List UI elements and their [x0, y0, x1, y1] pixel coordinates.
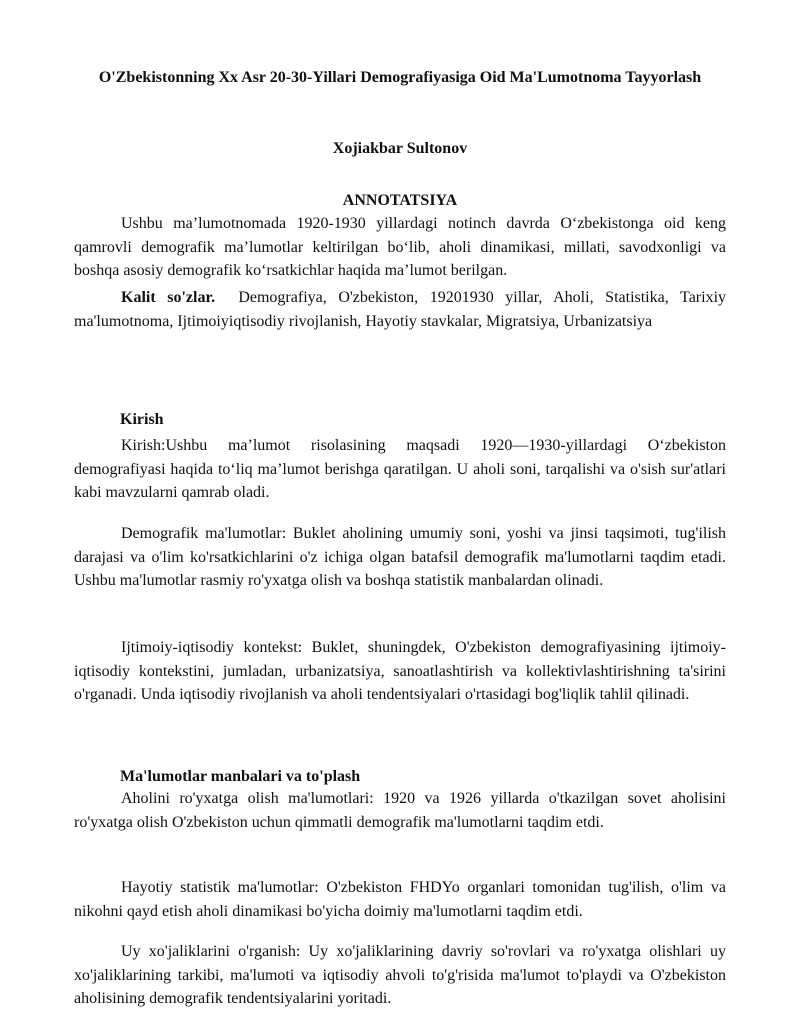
kirish-paragraph-intro: Kirish:Ushbu ma’lumot risolasining maqsadi 1920—1930-yillardagi O‘zbekiston demografiyasi haqida to‘liq ma’lumot berishga qaratilgan. U aholi soni, tarqalishi va o'sish sur'atlari kabi mavzularni qamrab oladi. — [74, 437, 726, 501]
sources-paragraph-census: Aholini ro'yxatga olish ma'lumotlari: 1920 va 1926 yillarda o'tkazilgan sovet aholisini ro'yxatga olish O'zbekiston uchun qimmatli demografik ma'lumotlarni taqdim etdi. — [74, 790, 726, 831]
sources-paragraph-household-surveys: Uy xo'jaliklarini o'rganish: Uy xo'jaliklarining davriy so'rovlari va ro'yxatga olishlari uy xo'jaliklarining tarkibi, ma'lumoti va iqtisodiy ahvoli to'g'risida ma'lumot to'playdi va O'zbekiston aholisining demografik tendentsiyalarini yoritadi. — [74, 943, 726, 1007]
paper-title: O'Zbekistonning Xx Asr 20-30-Yillari Demografiyasiga Oid Ma'Lumotnoma Tayyorlash — [98, 69, 702, 86]
annotation-paragraph: Ushbu ma’lumotnomada 1920-1930 yillardagi notinch davrda O‘zbekistonga oid keng qamrovli demografik ma’lumotlar keltirilgan bo‘lib, aholi dinamikasi, millati, savodxonligi va boshqa asosiy demografik ko‘rsatkichlar haqida ma’lumot berilgan. — [74, 215, 726, 279]
kirish-heading: Kirish — [120, 411, 164, 428]
sources-paragraph-vital-statistics: Hayotiy statistik ma'lumotlar: O'zbekiston FHDYo organlari tomonidan tug'ilish, o'lim va nikohni qayd etish aholi dinamikasi bo'yicha doimiy ma'lumotlarni taqdim etdi. — [74, 879, 726, 920]
keywords-paragraph — [74, 286, 726, 333]
keywords-label: Kalit so'zlar. — [121, 289, 216, 306]
kirish-paragraph-socioeconomic-context: Ijtimoiy-iqtisodiy kontekst: Buklet, shuningdek, O'zbekiston demografiyasining ijtimoiy-iqtisodiy kontekstini, jumladan, urbanizatsiya, sanoatlashtirish va kollektivlashtirishning ta'sirini o'rganadi. Unda iqtisodiy rivojlanish va aholi tendentsiyalari o'rtasidagi bog'liqlik tahlil qilinadi. — [74, 639, 726, 703]
paper-author: Xojiakbar Sultonov — [332, 140, 468, 157]
annotation-heading: ANNOTATSIYA — [342, 192, 458, 209]
sources-heading: Ma'lumotlar manbalari va to'plash — [120, 768, 361, 785]
kirish-paragraph-demographic-data: Demografik ma'lumotlar: Buklet aholining umumiy soni, yoshi va jinsi taqsimoti, tug'ilish darajasi va o'lim ko'rsatkichlarini o'z ichiga olgan batafsil demografik ma'lumotlarni taqdim etadi. Ushbu ma'lumotlar rasmiy ro'yxatga olish va boshqa statistik manbalardan olinadi. — [74, 525, 726, 589]
keywords-list: Demografiya, O'zbekiston, 19201930 yillar, Aholi, Statistika, Tarixiy ma'lumotnoma, Ijtimoiyiqtisodiy rivojlanish, Hayotiy stavkalar, Migratsiya, Urbanizatsiya — [74, 289, 727, 330]
